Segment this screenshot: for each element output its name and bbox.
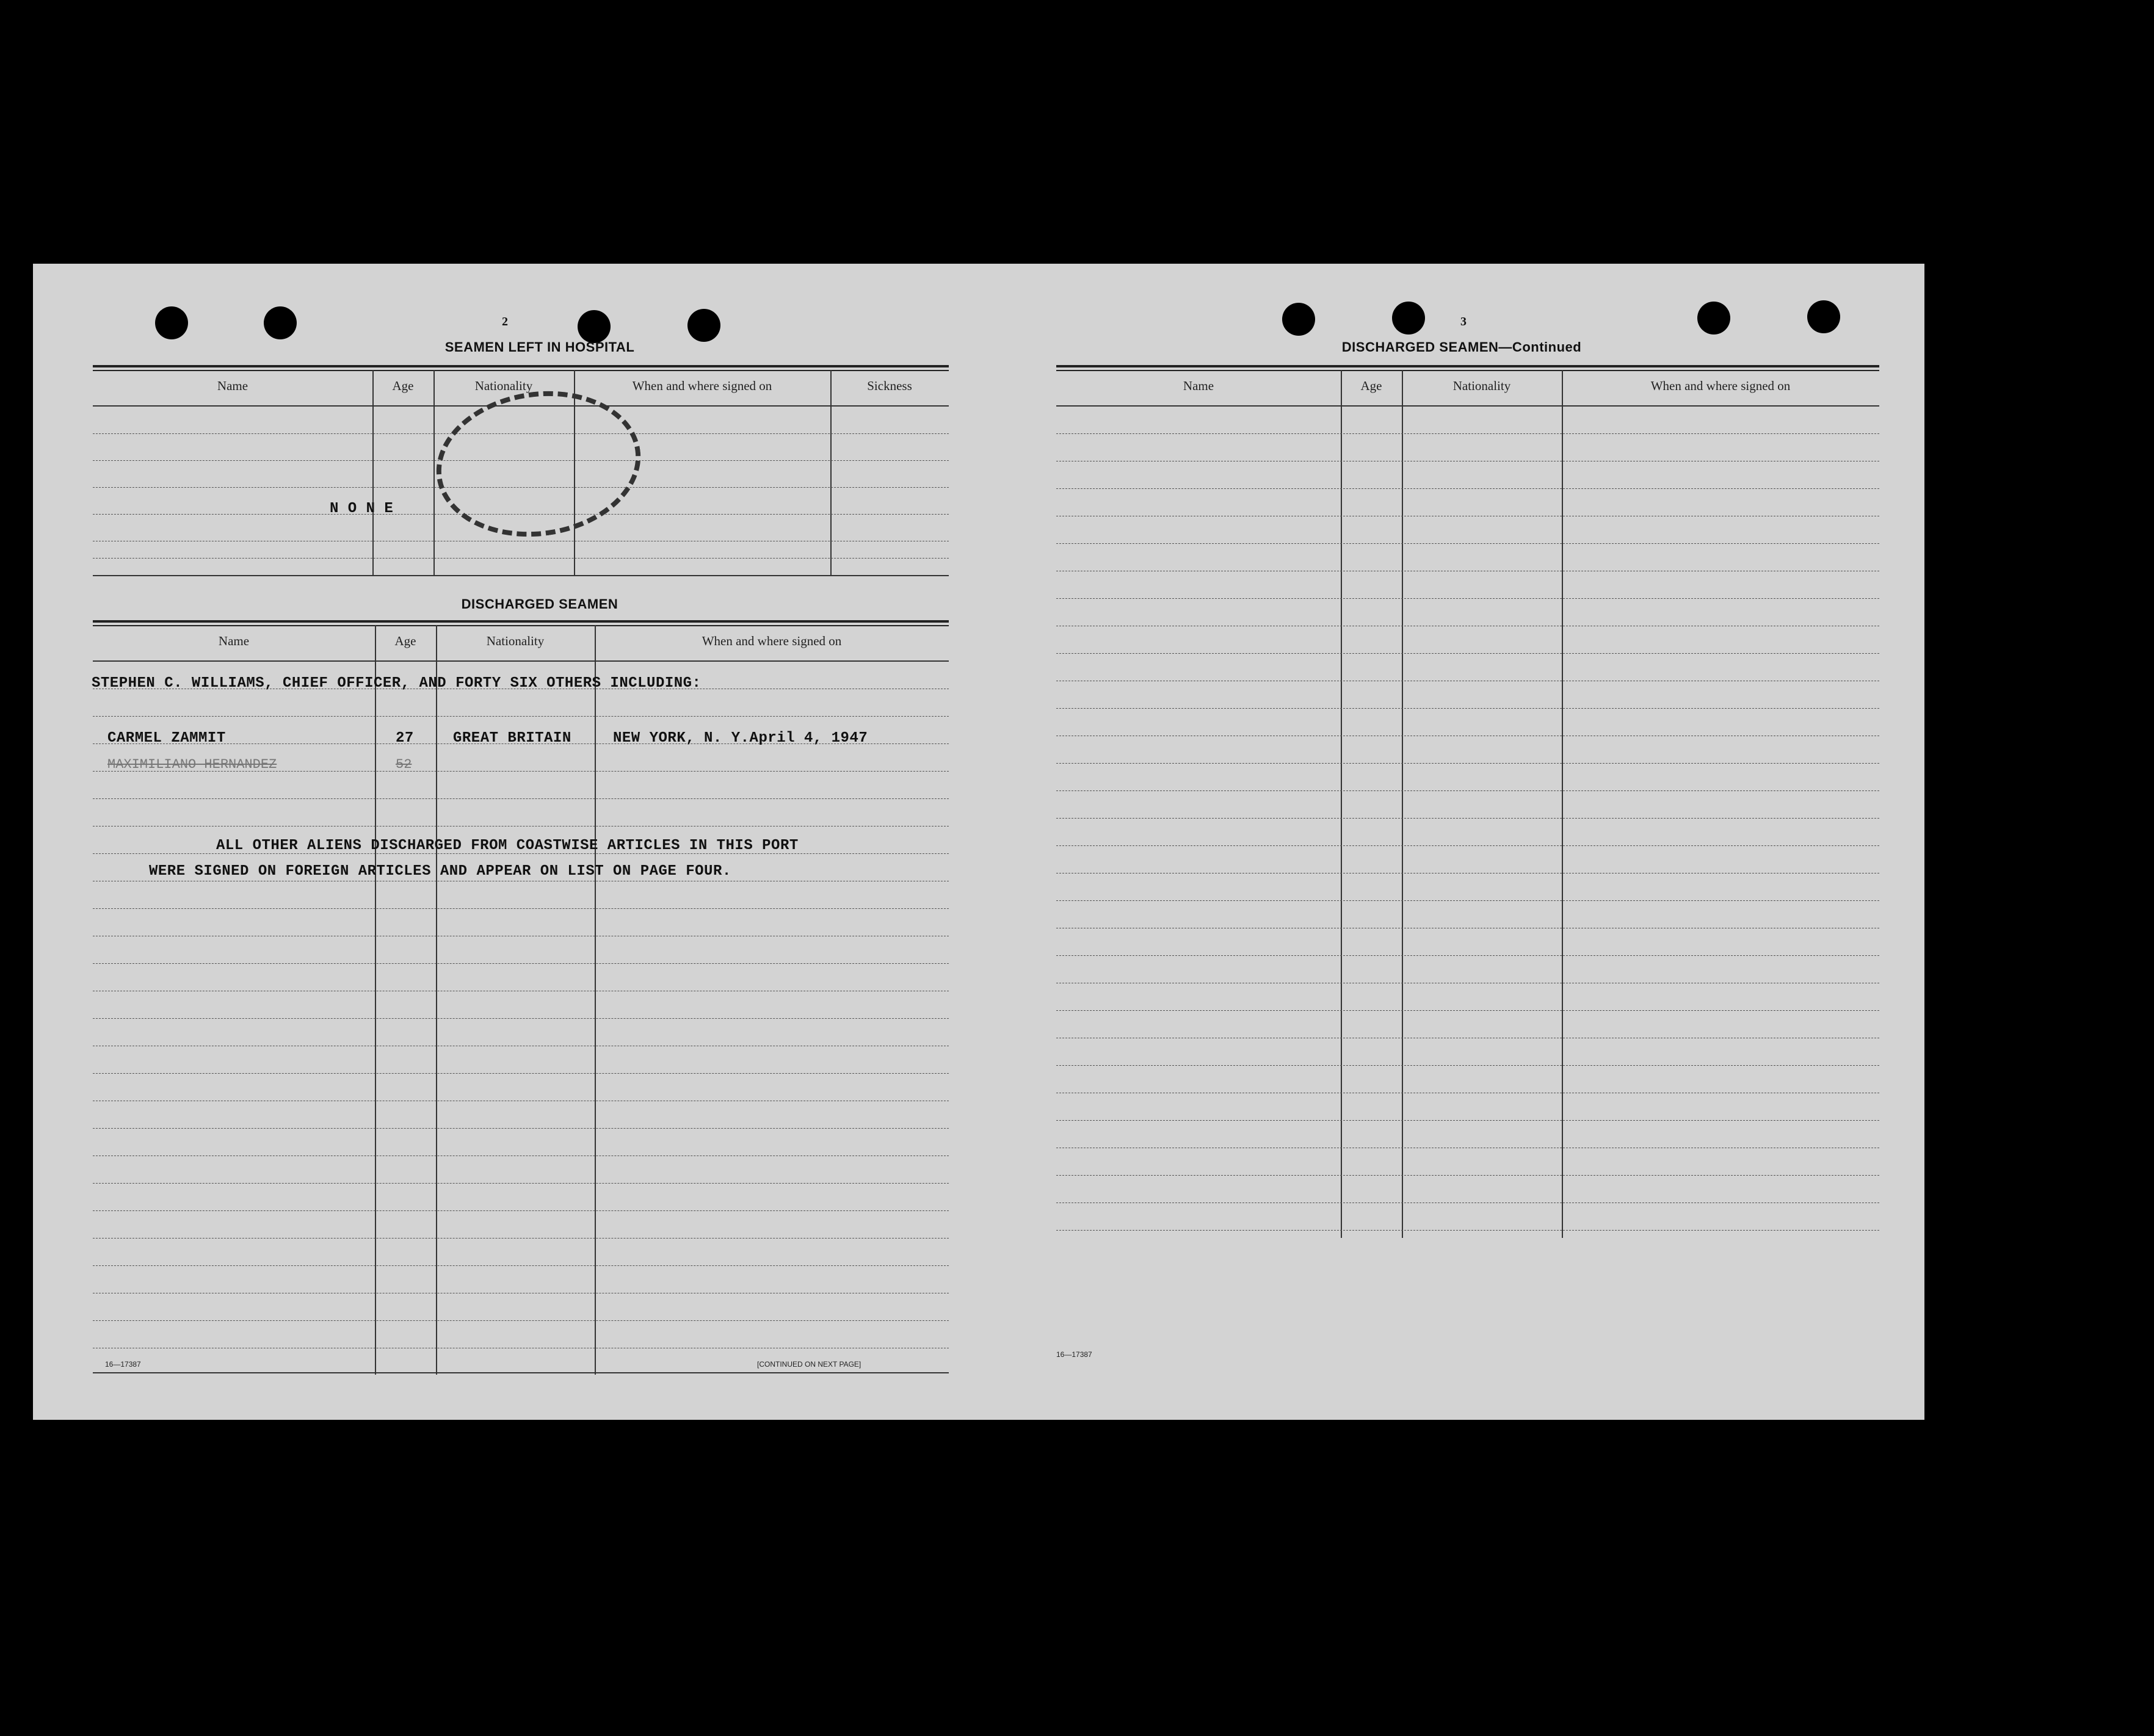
discharged-continued-table <box>1056 365 1879 1238</box>
seaman-name: CARMEL ZAMMIT <box>107 730 226 747</box>
form-number: 16—17387 <box>105 1360 141 1369</box>
page-number: 3 <box>1460 315 1467 328</box>
col-header-name: Name <box>218 634 250 648</box>
continued-note: [CONTINUED ON NEXT PAGE] <box>757 1360 861 1369</box>
col-header-age: Age <box>1360 378 1382 393</box>
page-number: 2 <box>502 315 508 328</box>
col-header-age: Age <box>392 378 414 393</box>
seaman-signed-on: NEW YORK, N. Y.April 4, 1947 <box>613 730 868 747</box>
struck-seaman-age: 52 <box>396 757 412 772</box>
punch-hole <box>578 310 611 343</box>
col-header-signed-on: When and where signed on <box>702 634 842 648</box>
col-header-sickness: Sickness <box>867 378 912 393</box>
note-line-2: WERE SIGNED ON FOREIGN ARTICLES AND APPEAR ON LIST ON PAGE FOUR. <box>149 863 731 880</box>
document-sheet <box>33 264 1924 1420</box>
col-header-signed-on: When and where signed on <box>1650 378 1791 393</box>
right-page <box>998 264 1913 1420</box>
punch-hole <box>1392 302 1425 335</box>
seaman-age: 27 <box>396 730 414 747</box>
hospital-section-title: SEAMEN LEFT IN HOSPITAL <box>444 339 635 355</box>
col-header-signed-on: When and where signed on <box>632 378 772 393</box>
punch-hole <box>264 306 297 339</box>
col-header-name: Name <box>1183 378 1214 393</box>
punch-hole <box>1807 300 1840 333</box>
col-header-nationality: Nationality <box>1452 378 1511 393</box>
punch-hole <box>155 306 188 339</box>
struck-seaman-name: MAXIMILIANO HERNANDEZ <box>107 757 277 772</box>
col-header-name: Name <box>217 378 248 393</box>
col-header-age: Age <box>394 634 416 648</box>
punch-hole <box>687 309 720 342</box>
discharged-continued-title: DISCHARGED SEAMEN—Continued <box>1341 339 1582 355</box>
form-number: 16—17387 <box>1056 1350 1092 1359</box>
discharged-intro-line: STEPHEN C. WILLIAMS, CHIEF OFFICER, AND FORTY SIX OTHERS INCLUDING: <box>92 675 702 692</box>
col-header-nationality: Nationality <box>486 634 545 648</box>
seaman-nationality: GREAT BRITAIN <box>453 730 571 747</box>
left-page <box>33 264 973 1420</box>
punch-hole <box>1697 302 1730 335</box>
note-line-1: ALL OTHER ALIENS DISCHARGED FROM COASTWISE ARTICLES IN THIS PORT <box>216 837 799 854</box>
punch-hole <box>1282 303 1315 336</box>
col-header-nationality: Nationality <box>474 378 533 393</box>
hospital-none-entry: N O N E <box>330 501 394 517</box>
discharged-section-title: DISCHARGED SEAMEN <box>461 596 618 612</box>
